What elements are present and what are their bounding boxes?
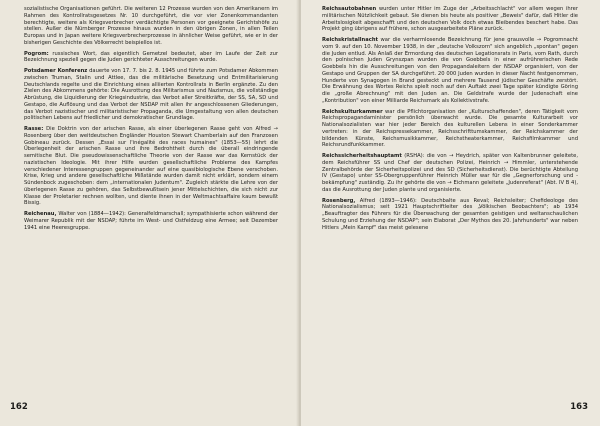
entry-headword: Potsdamer Konferenz [24, 68, 88, 74]
entry-body: wurden unter Hitler im Zuge der „Arbeitsschlacht" vor allem wegen ihrer militärischen Nützlichkeit gebaut. Sie dienen bis heute als positiver „Beweis" dafür, daß Hitler die Arbeitslosigkeit abgeschafft und den deutschen Volk doch etwas Bleibendes beschert habe. Das Projekt ging übrigens auf frühere, schon ausgearbeitete Pläne zurück. [322, 6, 578, 33]
entry-headword: Reichskristallnacht [322, 37, 378, 43]
entry-body: Die Doktrin von der arischen Rasse, als einer überlegenen Rasse geht von Alfred → Rosenberg über den weitdeutschen Engländer Houston Stewart Chamberlain auf den Franzosen Gobineau zurück. Dessen „Essai sur l'inégalité des races humaines" (1853—55) lehrt die Überlegenheit der arischen Rasse und ihre Bedrohtheit durch die überall eindringende semitische Blut. Die pseudowissenschaftliche Theorie von der Rasse war das Kernstück der nazistischen Ideologie. Mit ihrer Hilfe wurden gesellschaftliche Probleme des Kampfes verschiedener Interessengruppen gegeneinander auf eine quasibiologische Ebene verschoben. Krise, Krieg und andere gesellschaftliche Mißstände wurden damit nicht erklärt, sondern einem Sündenbock zugeschoben: dem „internationalen Judentum". Zugleich stärkte die Lehre von der überlegenen Rasse zu gehören, das Selbstbewußtsein jener Mittelschichten, die sich nicht zur Klasse der Proletarier rechnen wollten, und diente ihnen in der Weltmachtsaffaire kaum bewußt Bissig. [24, 126, 278, 207]
entry-headword: Rasse: [24, 126, 44, 132]
left-page-text [24, 6, 278, 235]
entry-headword: Reichssicherheitshauptamt [322, 153, 402, 159]
entry-headword: Reichenau, [24, 211, 57, 217]
right-page [301, 0, 600, 426]
entry-body: russisches Wort, das eigentlich Gemetzel bedeutet, aber im Laufe der Zeit zur Bezeichnung speziell gegen die Juden gerichteter Ausschreitungen wurde. [24, 50, 278, 64]
entry-headword: Reichsautobahnen [322, 6, 377, 12]
entry-pogrom [24, 51, 278, 65]
entry-rosenberg [322, 198, 578, 232]
entry-headword: Rosenberg, [322, 197, 356, 204]
entry-body: war die verharmlosende Bezeichnung für jene grausvolle → Pogromnacht vom 9. auf den 10. November 1938, in der „deutsche Volkszorn" sich angeblich „spontan" gegen die Juden entlud. Als Anlaß der Ermordung des deutschen Legationsrats in Paris, vom Rath, durch den polnischen Juden Grynszpan wurden die von Goebbels in einer aufrührerischen Rede Goebbels hin die Ausschreitungen von den Propagandaleitern der NSDAP organisiert, von der Gestapo und Gruppen der SA durchgeführt. 20 000 Juden wurden in dieser Nacht festgenommen, Hunderte von Synagogen in Brand gesteckt und mehrere Tausend jüdischer Geschäfte zerstört. Die Erwähnung des Wortes Reichs spielt noch auf den Auftakt zwei Tage später kündigte Göring die „große Abrechnung" mit den Juden an. Die Geldstrafe wurde der Judenschaft eine „Kontribution" von einer Milliarde Reichsmark als Kollektivstrafe. [322, 37, 578, 104]
entry-body: Alfred (1893—1946): Deutschbalte aus Reval; Reichsleiter; Chefideologe des Nationalsozialismus; seit 1921 Hauptschriftleiter des „Völkischen Beobachters"; ab 1934 „Beauftragter des Führers für die Überwachung der gesamten geistigen und weltanschaulichen Schulung und Erziehung der NSDAP"; sein Elaborat „Der Mythos des 20. Jahrhunderts" war neben Hitlers „Mein Kampf" das meist gelesene [322, 197, 578, 231]
page-number: 162 [10, 402, 28, 412]
entry-rasse [24, 126, 278, 207]
entry-body: war die Pflichtorganisation der „Kulturschaffenden", deren Tätigkeit vom Reichspropagandaminister persönlich überwacht wurde. Die gesamte Kulturarbeit vor Nationalsozialisten war hier jeder Bereich des kulturellen Lebens in einer Sonderkammer vertreten: in der Reichspressekammer, Reichsschrifttumskammer, der Reichskammer der bildenden Künste, Reichsmusikkammer, Reichstheaterkammer, Reichsfilmkammer und Reichsrundfunkkammer. [322, 108, 578, 149]
page-number: 163 [570, 402, 588, 412]
entry-continuation: sozialistische Organisationen geführt. Die weiteren 12 Prozesse wurden von den Amerikanern im Rahmen des Kontrollratsgesetzes Nr. 10 durchgeführt, die vor vier Zonenkommandanten berechtigte, weitere als Kriegsverbrecher verdächtigte Personen vor geeignete Gerichtshöfe zu stellen. Außer die Nürnberger Prozesse hinaus wurden in den übrigen Zonen, in allen Teilen Europas und in Japan weitere Kriegsverbrecherprozesse in ähnlicher Weise geführt, wie er in der bisherigen Geschichte des Völkerrecht beispiellos ist. [24, 6, 278, 46]
entry-headword: Pogrom: [24, 50, 49, 57]
right-page-text [322, 6, 578, 235]
entry-reichenau [24, 211, 278, 231]
entry-reichskulturkammer [322, 109, 578, 150]
entry-reichskristallnacht [322, 37, 578, 105]
entry-potsdamer-konferenz [24, 68, 278, 122]
entry-body: Walter von (1884—1942): Generalfeldmarschall; sympathisierte schon während der Weimarer Republik mit der NSDAP; führte im West- und Ostfeldzug eine Armee; seit Dezember 1941 eine Heeresgruppe. [24, 211, 278, 231]
entry-reichssicherheitshauptamt [322, 153, 578, 194]
entry-body: dauerte von 17. 7. bis 2. 8. 1945 und führte zum Potsdamer Abkommen zwischen Truman, Stalin und Attlee, das die militärische Besetzung und Entmilitarisierung Deutschlands regelte und die Einrichtung eines alliierten Kontrollrats in Berlin ergänzte. Zu den Zielen des Abkommens gehörte: Die Ausrottung des Militarismus und Nazismus, die vollständige Abrüstung, die Liquidierung der Kriegsindustrie, das Verbot aller Streitkräfte, der SS, SA, SD und Gestapo, die Auflösung und das Verbot der NSDAP mit allen ihr angeschlossenen Gliederungen, das Verbot nazistischer und militaristischer Propaganda, die Umgestaltung von allen deutschen politischen Lebens auf friedlicher und demokratischer Grundlage. [24, 68, 278, 122]
entry-headword: Reichskulturkammer [322, 108, 383, 115]
entry-reichsautobahnen [322, 6, 578, 33]
entry-body: (RSHA): die von → Heydrich, später von Kaltenbrunner geleitete, dem Reichsführer SS und Chef der deutschen Polizei, Heinrich → Himmler, unterstehende Zentralbehörde der Sicherheitspolizei und des SD (Sicherheitsdienst). Die berüchtigte Abteilung IV (Gestapo) unter SS-Obergruppenführer Heinrich Müller war für die „Gegnerforschung und -bekämpfung" zuständig. Zu ihr gehörte die von → Eichmann geleitete „Judenreferat" (Abt. IV B 4), das die Ausrottung der Juden plante und organisierte. [322, 153, 578, 193]
